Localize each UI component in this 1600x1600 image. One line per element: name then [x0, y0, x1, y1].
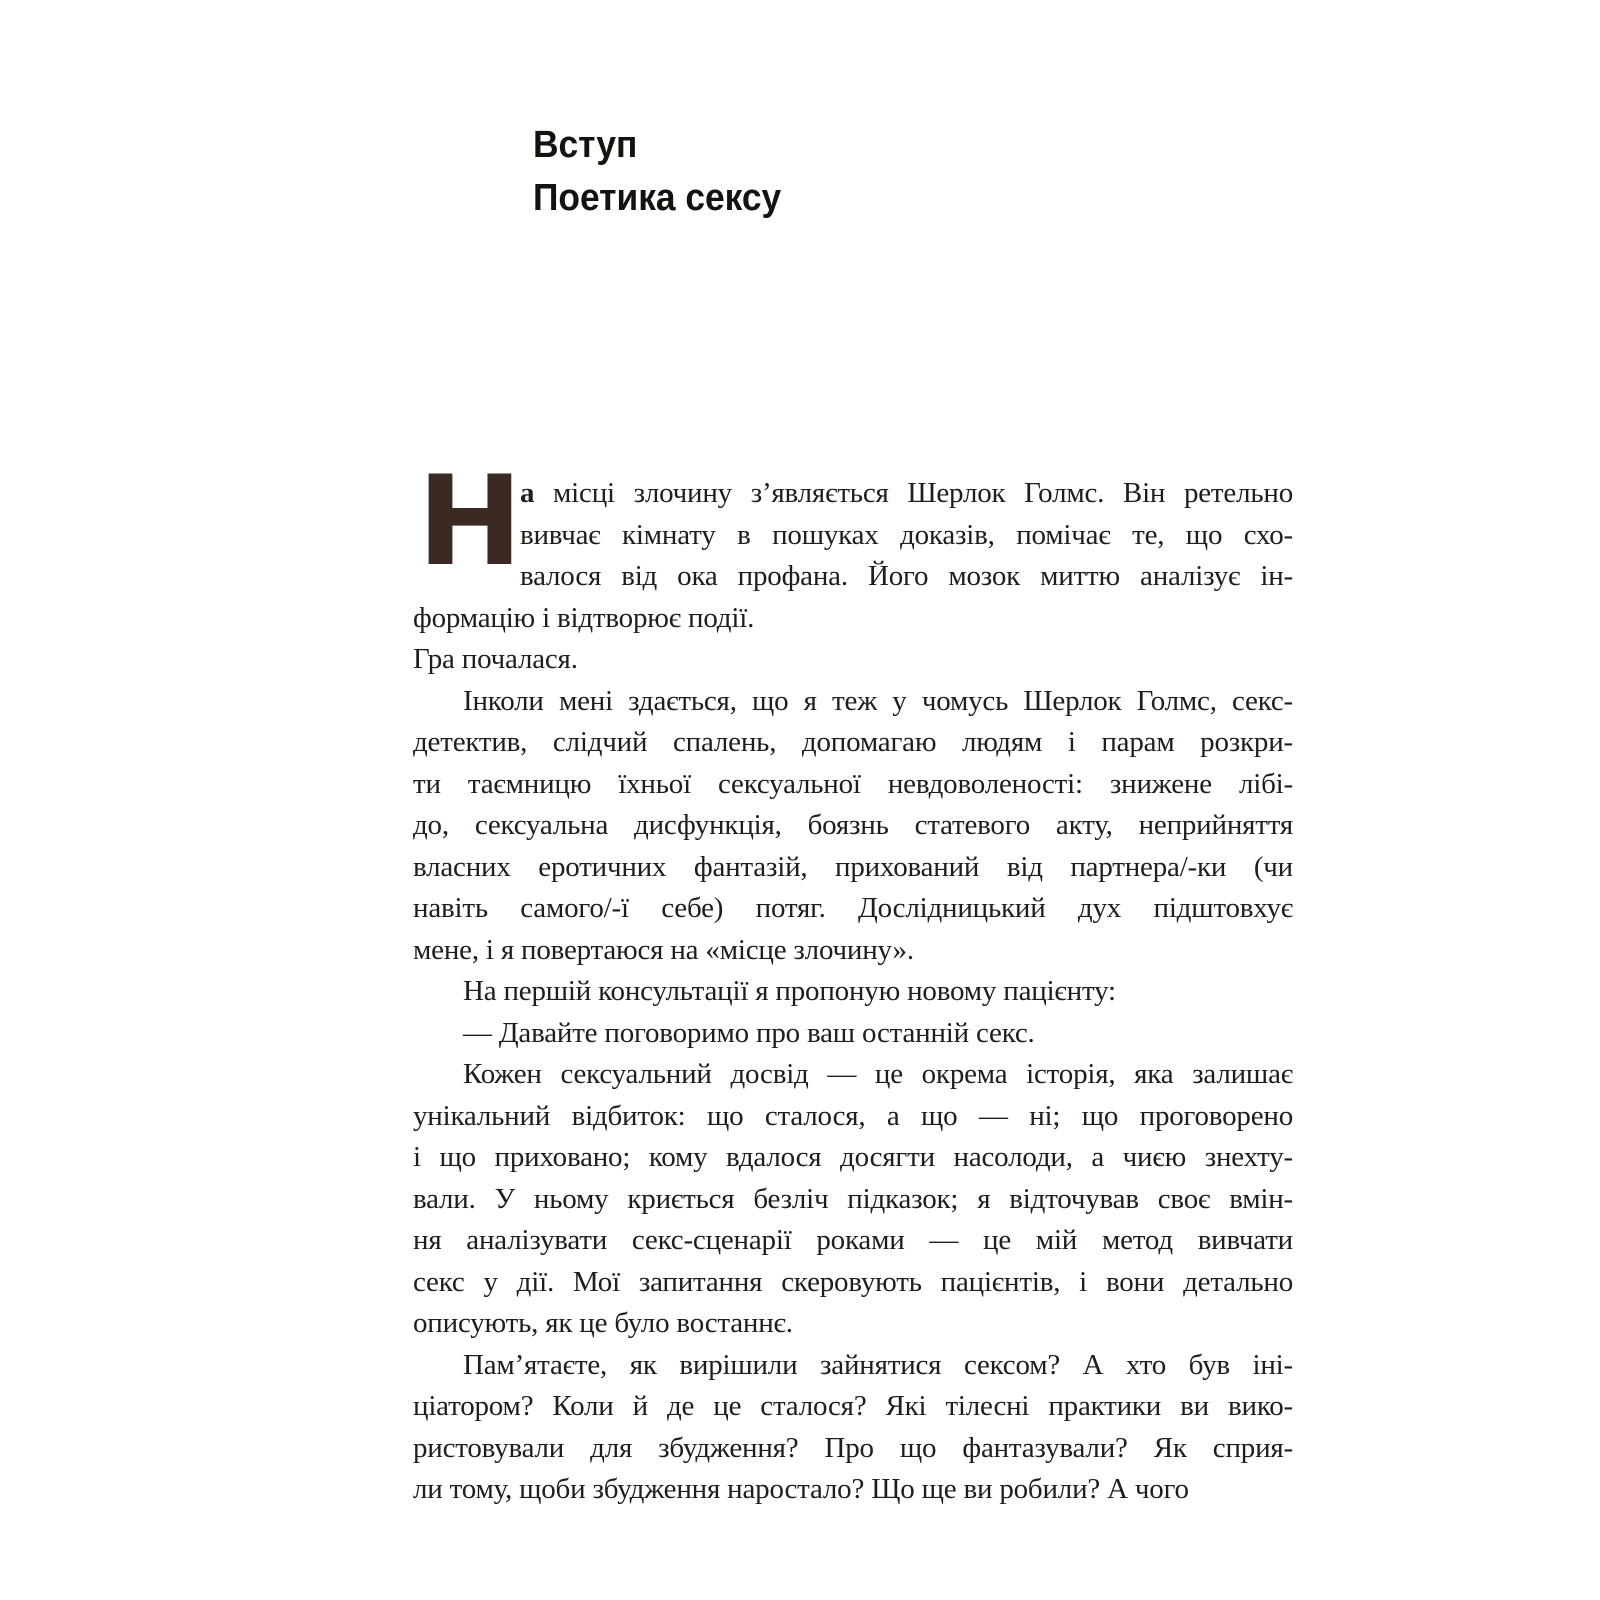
text-line: навіть самого/-ї себе) потяг. Дослідницький дух підштовхує [413, 892, 1293, 924]
chapter-title: Поетика сексу [533, 177, 782, 219]
paragraph [413, 639, 1293, 681]
text-line: детектив, слідчий спалень, допомагаю людям і парам розкри- [413, 726, 1293, 758]
text-line: Гра почалася. [413, 643, 578, 675]
text-line: вали. У ньому криється безліч підказок; я відточував своє вмін- [413, 1182, 1293, 1215]
paragraph [413, 1013, 1293, 1055]
lead-bold-letter: а [520, 477, 535, 509]
text-line: а місці злочину з’являється Шерлок Голмс. Він ретельно [520, 477, 1293, 509]
paragraph [413, 971, 1293, 1013]
text-line: вивчає кімнату в пошуках доказів, помічає те, що схо- [520, 518, 1293, 551]
text-line: ли тому, щоби збудження наростало? Що ще ви робили? А чого [413, 1473, 1189, 1505]
chapter-label: Вступ [533, 124, 638, 166]
text-line: ристовували для збудження? Про що фантазували? Як сприя- [413, 1431, 1293, 1464]
text-line: — Давайте поговоримо про ваш останній секс. [463, 1016, 1035, 1049]
paragraph [413, 450, 1293, 639]
text-line: унікальний відбиток: що сталося, а що — ні; що проговорено [413, 1099, 1293, 1132]
text-line: ня аналізувати секс-сценарії роками — це мій метод вивчати [413, 1224, 1293, 1256]
text-line: Пам’ятаєте, як вирішили зайнятися сексом? А хто був іні- [463, 1348, 1293, 1381]
paragraph [413, 1345, 1293, 1511]
text-line: власних еротичних фантазій, прихований від партнера/-ки (чи [413, 850, 1293, 883]
text-line: ти таємницю їхньої сексуальної невдоволеності: знижене лібі- [413, 767, 1293, 800]
dropcap-letter: Н [417, 450, 523, 594]
text-line: формацію і відтворює події. [413, 601, 755, 634]
chapter-heading-block [533, 119, 781, 225]
text-line: Кожен сексуальний досвід — це окрема історія, яка залишає [463, 1058, 1293, 1090]
text-line: і що приховано; кому вдалося досягти насолоди, а чиєю знехту- [413, 1141, 1293, 1173]
text-line: валося від ока профана. Його мозок миттю аналізує ін- [520, 560, 1293, 592]
text-line: описують, як це було востаннє. [413, 1307, 793, 1339]
text-line: до, сексуальна дисфункція, боязнь статевого акту, неприйняття [413, 809, 1293, 841]
text-line: мене, і я повертаюся на «місце злочину». [413, 933, 914, 966]
text-line: секс у дії. Мої запитання скеровують пацієнтів, і вони детально [413, 1265, 1293, 1298]
text-line: ціатором? Коли й де це сталося? Які тілесні практики ви вико- [413, 1390, 1293, 1422]
text-line: На першій консультації я пропоную новому пацієнту: [463, 975, 1116, 1007]
dropcap-box [413, 450, 523, 594]
paragraph [413, 1054, 1293, 1345]
paragraph [413, 681, 1293, 972]
body-text [413, 450, 1293, 1511]
text-line: Інколи мені здається, що я теж у чомусь Шерлок Голмс, секс- [463, 684, 1293, 717]
